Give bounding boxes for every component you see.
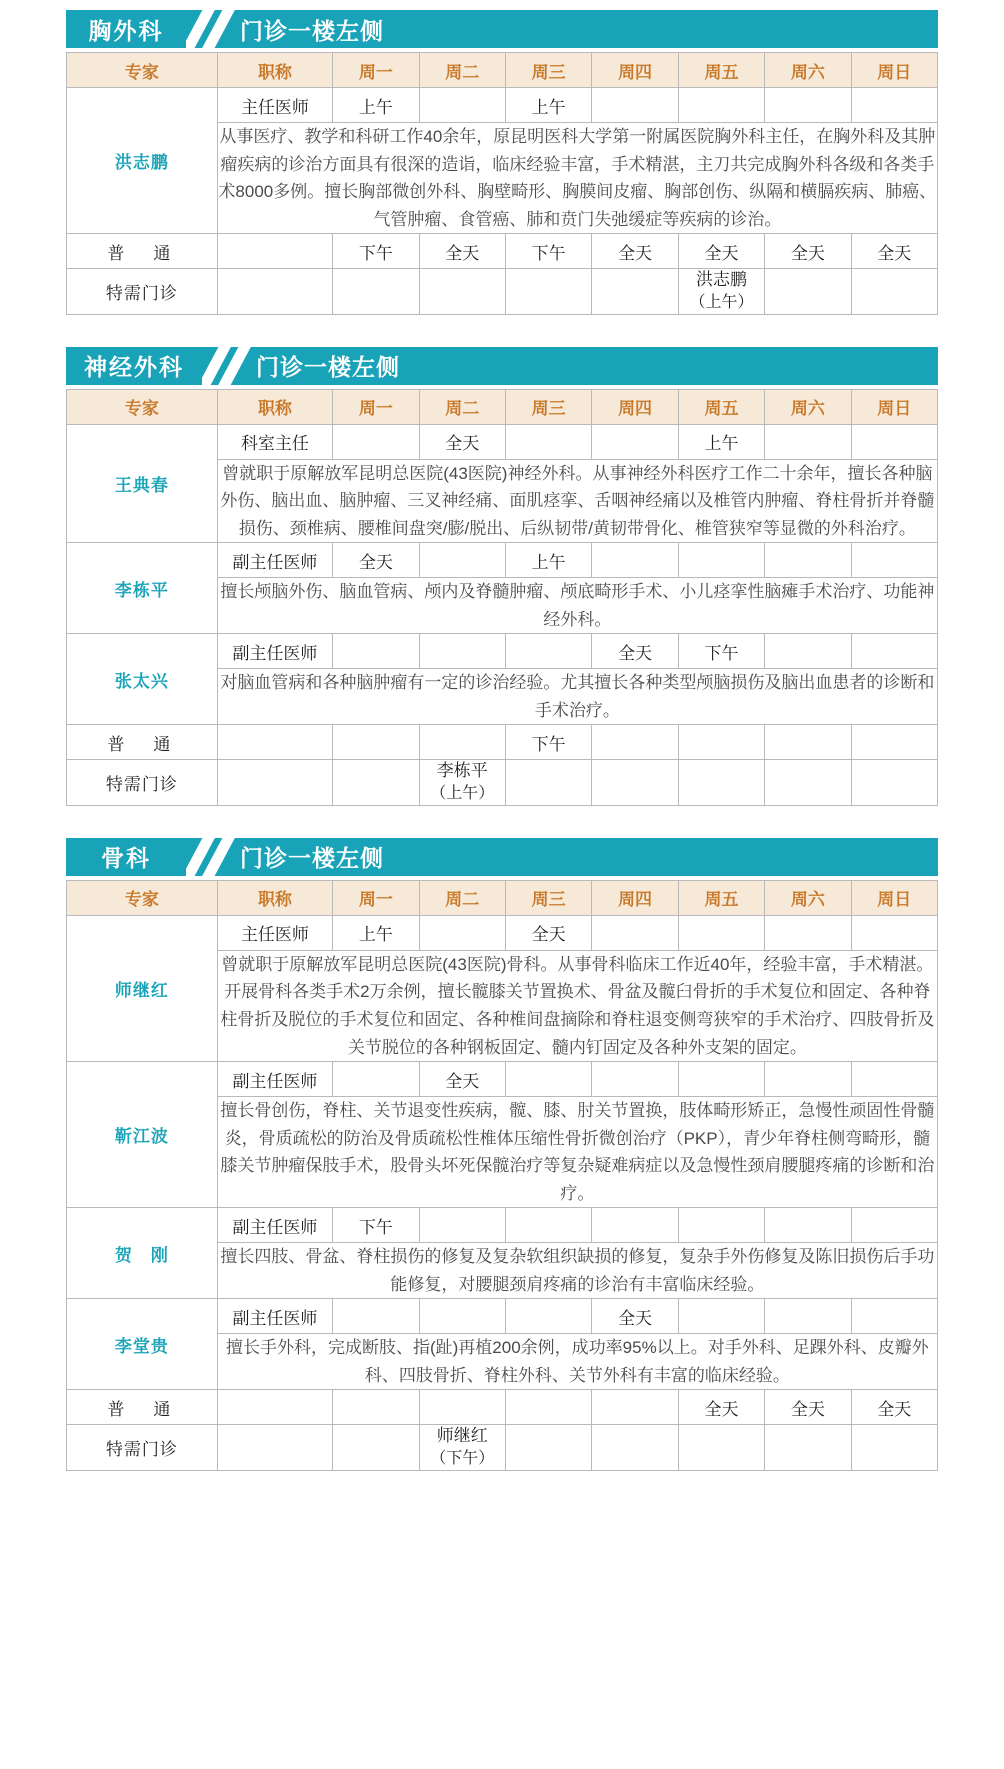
slot-cell-0: 全天 (333, 543, 419, 578)
general-slot-5: 全天 (678, 234, 764, 269)
slot-cell-3 (592, 88, 678, 123)
slot-cell-2 (505, 634, 591, 669)
special-slot-6 (765, 1425, 851, 1471)
slot-cell-2 (505, 1299, 591, 1334)
column-header-2: 周一 (333, 389, 419, 424)
slot-cell-5 (765, 424, 851, 459)
banner-slash-decoration (186, 10, 238, 48)
general-slot-1: 下午 (333, 234, 419, 269)
general-slot-6: 全天 (765, 1390, 851, 1425)
slot-cell-3 (592, 915, 678, 950)
slot-cell-6 (851, 1062, 937, 1097)
doctor-description: 擅长骨创伤，脊柱、关节退变性疾病，髋、膝、肘关节置换，肢体畸形矫正，急慢性顽固性骨髓炎，骨质疏松的防治及骨质疏松性椎体压缩性骨折微创治疗（PKP），青少年脊柱侧弯畸形，髓膝关节肿瘤保肢手术，股骨头坏死保髋治疗等复杂疑难病症以及急慢性颈肩腰腿疼痛的诊断和治疗。 (217, 1097, 937, 1208)
slot-cell-3 (592, 1062, 678, 1097)
general-slot-5: 全天 (678, 1390, 764, 1425)
department-blocks (0, 10, 1004, 1471)
doctor-row (67, 1062, 938, 1097)
table-header-row (67, 880, 938, 915)
general-clinic-row (67, 725, 938, 760)
department-name: 胸外科 (66, 10, 186, 48)
special-slot-2 (419, 760, 505, 806)
general-slot-2 (419, 725, 505, 760)
column-header-1: 职称 (217, 880, 333, 915)
general-slot-3 (505, 1390, 591, 1425)
doctor-row (67, 543, 938, 578)
column-header-6: 周五 (678, 389, 764, 424)
slot-cell-5 (765, 88, 851, 123)
general-clinic-label: 普 通 (67, 1390, 218, 1425)
general-clinic-label: 普 通 (67, 725, 218, 760)
general-slot-6 (765, 725, 851, 760)
slot-cell-4: 上午 (678, 424, 764, 459)
special-slot-4 (592, 269, 678, 315)
special-slot-0 (217, 760, 333, 806)
slot-cell-2: 全天 (505, 915, 591, 950)
special-slot-4 (592, 1425, 678, 1471)
banner-slash-decoration (202, 347, 254, 385)
column-header-4: 周三 (505, 53, 591, 88)
slot-cell-6 (851, 1208, 937, 1243)
doctor-title: 副主任医师 (217, 1208, 333, 1243)
special-slot-3 (505, 1425, 591, 1471)
column-header-6: 周五 (678, 880, 764, 915)
general-slot-5 (678, 725, 764, 760)
slot-cell-6 (851, 1299, 937, 1334)
table-header-row (67, 53, 938, 88)
general-slot-3: 下午 (505, 234, 591, 269)
doctor-name: 洪志鹏 (67, 88, 218, 234)
doctor-row (67, 1208, 938, 1243)
special-clinic-label: 特需门诊 (67, 760, 218, 806)
slot-cell-4 (678, 1208, 764, 1243)
slot-cell-5 (765, 915, 851, 950)
special-slot-3 (505, 760, 591, 806)
general-slot-4 (592, 1390, 678, 1425)
slot-cell-4 (678, 1062, 764, 1097)
general-slot-4 (592, 725, 678, 760)
doctor-row (67, 424, 938, 459)
slot-cell-2 (505, 1062, 591, 1097)
doctor-row (67, 915, 938, 950)
general-clinic-label: 普 通 (67, 234, 218, 269)
doctor-name: 张太兴 (67, 634, 218, 725)
slot-cell-6 (851, 424, 937, 459)
slot-cell-3 (592, 424, 678, 459)
slot-cell-4 (678, 543, 764, 578)
slot-cell-5 (765, 1208, 851, 1243)
general-clinic-row (67, 1390, 938, 1425)
doctor-row (67, 1299, 938, 1334)
slot-cell-1 (419, 543, 505, 578)
slot-cell-2: 上午 (505, 543, 591, 578)
special-slot-0 (217, 1425, 333, 1471)
department-name: 神经外科 (66, 347, 202, 385)
doctor-title: 副主任医师 (217, 634, 333, 669)
general-slot-0 (217, 725, 333, 760)
doctor-title: 副主任医师 (217, 1299, 333, 1334)
special-slot-0 (217, 269, 333, 315)
column-header-5: 周四 (592, 880, 678, 915)
slot-cell-3 (592, 1208, 678, 1243)
column-header-3: 周二 (419, 880, 505, 915)
slot-cell-6 (851, 88, 937, 123)
column-header-3: 周二 (419, 53, 505, 88)
general-slot-1 (333, 725, 419, 760)
slot-cell-4 (678, 915, 764, 950)
special-slot-5 (678, 760, 764, 806)
column-header-8: 周日 (851, 53, 937, 88)
special-slot-2 (419, 269, 505, 315)
slot-cell-3 (592, 543, 678, 578)
special-doctor-name: 洪志鹏 (695, 270, 747, 290)
schedule-table (66, 52, 938, 315)
department-block (66, 347, 938, 806)
slot-cell-4: 下午 (678, 634, 764, 669)
slot-cell-5 (765, 1299, 851, 1334)
doctor-description: 擅长颅脑外伤、脑血管病、颅内及脊髓肿瘤、颅底畸形手术、小儿痉挛性脑瘫手术治疗、功能神经外科。 (217, 578, 937, 634)
column-header-0: 专家 (67, 53, 218, 88)
special-slot-5 (678, 1425, 764, 1471)
column-header-1: 职称 (217, 389, 333, 424)
slot-cell-2: 上午 (505, 88, 591, 123)
slot-cell-0: 下午 (333, 1208, 419, 1243)
table-header-row (67, 389, 938, 424)
general-slot-3: 下午 (505, 725, 591, 760)
slot-cell-3: 全天 (592, 1299, 678, 1334)
doctor-name: 靳江波 (67, 1062, 218, 1208)
column-header-2: 周一 (333, 880, 419, 915)
slot-cell-1: 全天 (419, 1062, 505, 1097)
special-clinic-row (67, 1425, 938, 1471)
general-slot-2: 全天 (419, 234, 505, 269)
department-location: 门诊一楼左侧 (238, 838, 938, 876)
column-header-7: 周六 (765, 389, 851, 424)
column-header-6: 周五 (678, 53, 764, 88)
column-header-3: 周二 (419, 389, 505, 424)
slot-cell-4 (678, 88, 764, 123)
column-header-4: 周三 (505, 389, 591, 424)
slot-cell-1 (419, 88, 505, 123)
general-slot-6: 全天 (765, 234, 851, 269)
special-slot-1 (333, 269, 419, 315)
schedule-table (66, 389, 938, 806)
column-header-0: 专家 (67, 880, 218, 915)
column-header-1: 职称 (217, 53, 333, 88)
slot-cell-1 (419, 634, 505, 669)
column-header-0: 专家 (67, 389, 218, 424)
general-slot-7: 全天 (851, 1390, 937, 1425)
banner-slash-decoration (186, 838, 238, 876)
slot-cell-2 (505, 1208, 591, 1243)
special-clinic-row (67, 760, 938, 806)
column-header-7: 周六 (765, 880, 851, 915)
slot-cell-0 (333, 424, 419, 459)
special-doctor-time: （上午） (689, 294, 754, 312)
special-doctor-name: 师继红 (436, 1426, 488, 1446)
special-slot-4 (592, 760, 678, 806)
special-slot-5 (678, 269, 764, 315)
column-header-5: 周四 (592, 53, 678, 88)
slot-cell-0: 上午 (333, 915, 419, 950)
general-slot-0 (217, 1390, 333, 1425)
slot-cell-4 (678, 1299, 764, 1334)
column-header-2: 周一 (333, 53, 419, 88)
special-slot-2 (419, 1425, 505, 1471)
doctor-title: 科室主任 (217, 424, 333, 459)
special-clinic-label: 特需门诊 (67, 269, 218, 315)
column-header-8: 周日 (851, 880, 937, 915)
special-slot-3 (505, 269, 591, 315)
special-doctor-time: （上午） (430, 785, 495, 803)
special-slot-7 (851, 269, 937, 315)
doctor-title: 主任医师 (217, 915, 333, 950)
department-banner (66, 10, 938, 48)
slot-cell-0 (333, 1062, 419, 1097)
slot-cell-0 (333, 634, 419, 669)
slot-cell-5 (765, 634, 851, 669)
special-slot-7 (851, 760, 937, 806)
column-header-5: 周四 (592, 389, 678, 424)
special-slot-1 (333, 760, 419, 806)
department-location: 门诊一楼左侧 (238, 10, 938, 48)
doctor-name: 李栋平 (67, 543, 218, 634)
department-banner (66, 838, 938, 876)
slot-cell-0: 上午 (333, 88, 419, 123)
doctor-title: 主任医师 (217, 88, 333, 123)
column-header-4: 周三 (505, 880, 591, 915)
slot-cell-2 (505, 424, 591, 459)
slot-cell-5 (765, 543, 851, 578)
doctor-name: 王典春 (67, 424, 218, 543)
special-doctor-name: 李栋平 (436, 761, 488, 781)
special-slot-6 (765, 760, 851, 806)
doctor-description: 从事医疗、教学和科研工作40余年，原昆明医科大学第一附属医院胸外科主任，在胸外科及其肿瘤疾病的诊治方面具有很深的造诣，临床经验丰富，手术精湛，主刀共完成胸外科各级和各类手术8000多例。擅长胸部微创外科、胸壁畸形、胸膜间皮瘤、胸部创伤、纵隔和横膈疾病、肺癌、气管肿瘤、食管癌、肺和贲门失弛缓症等疾病的诊治。 (217, 123, 937, 234)
slot-cell-1 (419, 1208, 505, 1243)
doctor-row (67, 634, 938, 669)
column-header-7: 周六 (765, 53, 851, 88)
doctor-name: 李堂贵 (67, 1299, 218, 1390)
schedule-table (66, 880, 938, 1471)
doctor-title: 副主任医师 (217, 543, 333, 578)
general-slot-7 (851, 725, 937, 760)
slot-cell-1: 全天 (419, 424, 505, 459)
general-slot-1 (333, 1390, 419, 1425)
column-header-8: 周日 (851, 389, 937, 424)
special-slot-6 (765, 269, 851, 315)
doctor-name: 贺 刚 (67, 1208, 218, 1299)
special-doctor-time: （下午） (430, 1450, 495, 1468)
special-slot-7 (851, 1425, 937, 1471)
general-slot-2 (419, 1390, 505, 1425)
department-banner (66, 347, 938, 385)
doctor-title: 副主任医师 (217, 1062, 333, 1097)
doctor-description: 对脑血管病和各种脑肿瘤有一定的诊治经验。尤其擅长各种类型颅脑损伤及脑出血患者的诊断和手术治疗。 (217, 669, 937, 725)
department-name: 骨科 (66, 838, 186, 876)
department-location: 门诊一楼左侧 (254, 347, 938, 385)
doctor-description: 曾就职于原解放军昆明总医院(43医院)骨科。从事骨科临床工作近40年，经验丰富，手术精湛。开展骨科各类手术2万余例，擅长髋膝关节置换术、骨盆及髋臼骨折的手术复位和固定、各种脊柱骨折及脱位的手术复位和固定、各种椎间盘摘除和脊柱退变侧弯狭窄的手术治疗、四肢骨折及关节脱位的各种钢板固定、髓内钉固定及各种外支架的固定。 (217, 950, 937, 1061)
department-block (66, 838, 938, 1471)
special-clinic-row (67, 269, 938, 315)
slot-cell-1 (419, 1299, 505, 1334)
general-slot-0 (217, 234, 333, 269)
doctor-description: 擅长手外科，完成断肢、指(趾)再植200余例，成功率95%以上。对手外科、足踝外科、皮瓣外科、四肢骨折、脊柱外科、关节外科有丰富的临床经验。 (217, 1334, 937, 1390)
slot-cell-0 (333, 1299, 419, 1334)
slot-cell-6 (851, 915, 937, 950)
slot-cell-1 (419, 915, 505, 950)
slot-cell-3: 全天 (592, 634, 678, 669)
doctor-row (67, 88, 938, 123)
slot-cell-5 (765, 1062, 851, 1097)
general-slot-7: 全天 (851, 234, 937, 269)
slot-cell-6 (851, 543, 937, 578)
general-slot-4: 全天 (592, 234, 678, 269)
special-clinic-label: 特需门诊 (67, 1425, 218, 1471)
general-clinic-row (67, 234, 938, 269)
doctor-name: 师继红 (67, 915, 218, 1061)
department-block (66, 10, 938, 315)
special-slot-1 (333, 1425, 419, 1471)
slot-cell-6 (851, 634, 937, 669)
doctor-description: 擅长四肢、骨盆、脊柱损伤的修复及复杂软组织缺损的修复，复杂手外伤修复及陈旧损伤后手功能修复，对腰腿颈肩疼痛的诊治有丰富临床经验。 (217, 1243, 937, 1299)
doctor-description: 曾就职于原解放军昆明总医院(43医院)神经外科。从事神经外科医疗工作二十余年，擅长各种脑外伤、脑出血、脑肿瘤、三叉神经痛、面肌痉挛、舌咽神经痛以及椎管内肿瘤、脊柱骨折并脊髓损伤、颈椎病、腰椎间盘突/膨/脱出、后纵韧带/黄韧带骨化、椎管狭窄等显微的外科治疗。 (217, 459, 937, 543)
